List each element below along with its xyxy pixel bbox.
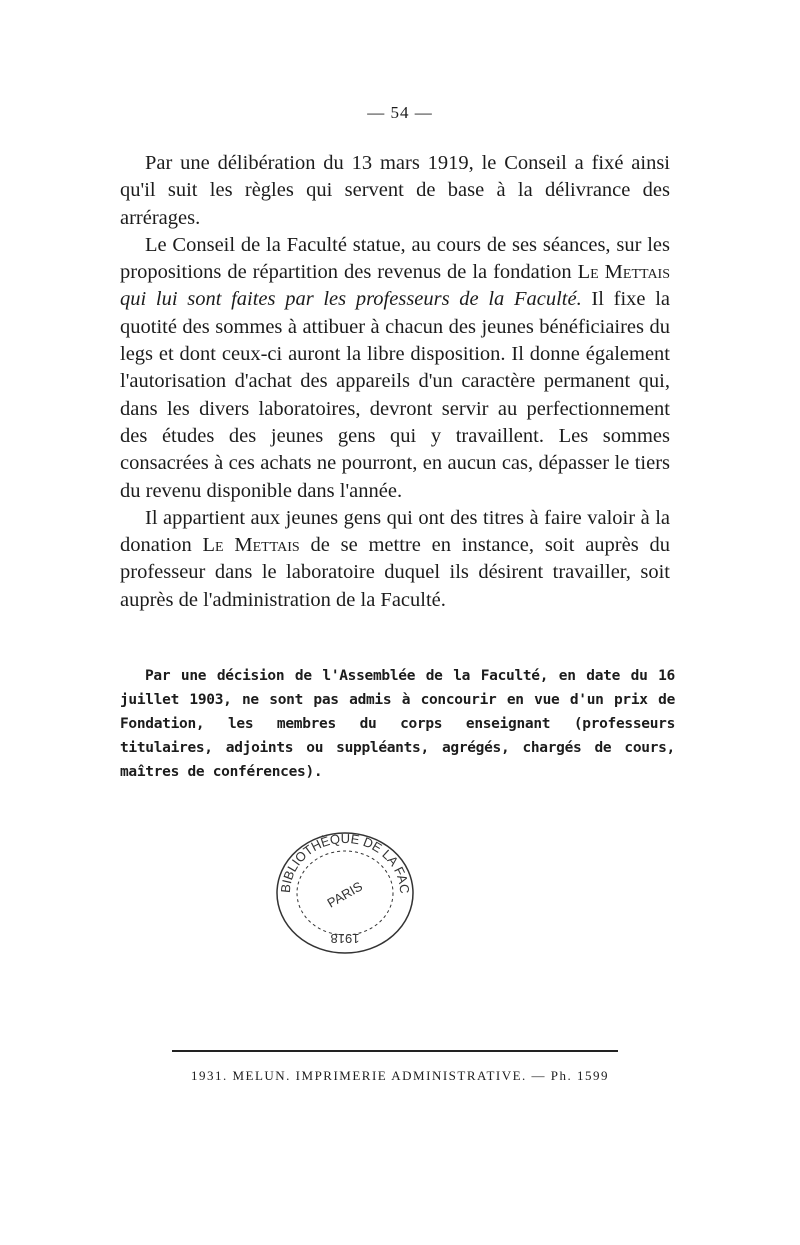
svg-text:BIBLIOTHÈQUE DE LA FACULTÉ DE	[270, 825, 412, 894]
page-number: — 54 —	[367, 103, 433, 122]
foundation-name: Le Mettais	[202, 534, 300, 557]
notice-text: Par une décision de l'Assemblée de la Faculté, en date du 16 juillet 1903, ne sont pas admis à concourir en vue d'un prix de Fondation, les membres du corps enseignant (professeurs titulaires, adjoints ou suppléants, agrégés, chargés de cours, maîtres de conférences).	[120, 668, 675, 780]
paragraph-2	[120, 232, 670, 505]
paragraph-1: Par une délibération du 13 mars 1919, le Conseil a fixé ainsi qu'il suit les règles qui servent de base à la délivrance des arrérages.	[120, 152, 670, 229]
library-stamp	[270, 825, 420, 955]
foundation-name: Le Mettais	[577, 261, 671, 284]
assembly-notice	[120, 664, 675, 784]
stamp-center-text: PARIS	[324, 878, 365, 911]
paragraph-2-text-a: Le Conseil de la Faculté statue, au cours de ses séances, sur les propositions de répartition des revenus de la fondation	[120, 233, 670, 284]
paragraph-2-text-b: Il fixe la quotité des sommes à attibuer à chacun des jeunes bénéficiaires du legs et dont ceux-ci auront la libre disposition. Il donne également l'autorisation d'achat des appareils d'un caractère permanent qui, dans les divers laboratoires, devront servir au perfectionnement des études des jeunes gens qui y travaillent. Les sommes consacrées à ces achats ne pourront, en aucun cas, dépasser le tiers du revenu disponible dans l'année.	[120, 288, 670, 502]
footer-rule	[172, 1050, 618, 1052]
printer-footer: 1931. MELUN. IMPRIMERIE ADMINISTRATIVE. — Ph. 1599	[190, 1068, 610, 1083]
stamp-seal-icon	[270, 825, 420, 955]
stamp-outer-text: BIBLIOTHÈQUE DE LA FAC	[277, 830, 413, 895]
paragraph-2-italic: qui lui sont faites par les professeurs de la Faculté.	[120, 288, 582, 311]
paragraph-3	[120, 505, 670, 614]
paragraph-3-text-b: de se mettre en instance, soit auprès du professeur dans le laboratoire duquel ils désirent travailler, soit auprès de l'administration de la Faculté.	[120, 534, 670, 611]
stamp-bottom-text: 1918	[330, 931, 360, 946]
body-text	[120, 150, 670, 614]
paragraph-3-text-a: Il appartient aux jeunes gens qui ont des titres à faire valoir à la donation	[120, 506, 670, 557]
